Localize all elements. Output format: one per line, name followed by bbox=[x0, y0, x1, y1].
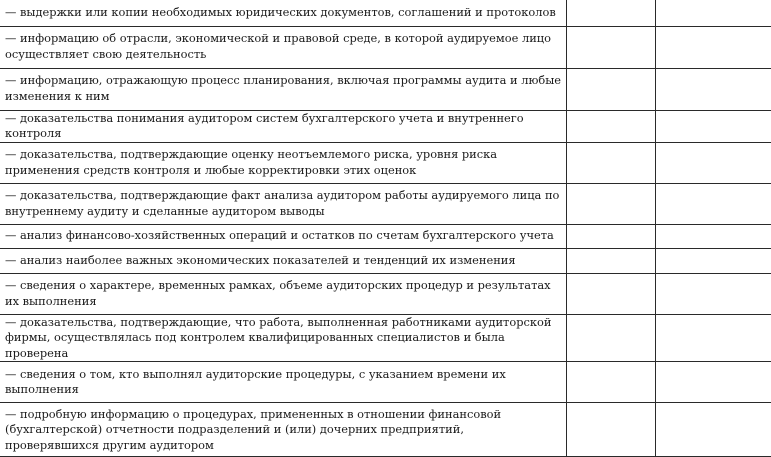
table-row bbox=[0, 110, 771, 142]
empty-cell bbox=[655, 362, 771, 403]
empty-cell bbox=[655, 142, 771, 183]
table-row bbox=[0, 403, 771, 457]
empty-cell bbox=[655, 68, 771, 110]
row-text: — сведения о характере, временных рамках, объеме аудиторских процедур и результатах их выполнения bbox=[0, 273, 566, 314]
empty-cell bbox=[655, 110, 771, 142]
empty-cell bbox=[655, 273, 771, 314]
row-text: — выдержки или копии необходимых юридических документов, соглашений и протоколов bbox=[0, 0, 566, 26]
row-text: — анализ финансово-хозяйственных операций и остатков по счетам бухгалтерского учета bbox=[0, 224, 566, 248]
empty-cell bbox=[655, 403, 771, 457]
table-row bbox=[0, 314, 771, 362]
empty-cell bbox=[566, 362, 655, 403]
empty-cell bbox=[566, 273, 655, 314]
table-row bbox=[0, 68, 771, 110]
row-text: — доказательства понимания аудитором систем бухгалтерского учета и внутреннего контроля bbox=[0, 110, 566, 142]
row-text: — доказательства, подтверждающие факт анализа аудитором работы аудируемого лица по внутреннему аудиту и сделанные аудитором выводы bbox=[0, 183, 566, 224]
row-text: — подробную информацию о процедурах, примененных в отношении финансовой (бухгалтерской) отчетности подразделений и (или) дочерних предприятий, проверявшихся другим аудитором bbox=[0, 403, 566, 457]
row-text: — информацию, отражающую процесс планирования, включая программы аудита и любые изменения к ним bbox=[0, 68, 566, 110]
empty-cell bbox=[566, 248, 655, 273]
table-row bbox=[0, 26, 771, 68]
table-row bbox=[0, 362, 771, 403]
row-text: — доказательства, подтверждающие, что работа, выполненная работниками аудиторской фирмы, осуществлялась под контролем квалифицированных специалистов и была проверена bbox=[0, 314, 566, 362]
table-row bbox=[0, 273, 771, 314]
empty-cell bbox=[566, 314, 655, 362]
empty-cell bbox=[655, 224, 771, 248]
row-text: — сведения о том, кто выполнял аудиторские процедуры, с указанием времени их выполнения bbox=[0, 362, 566, 403]
row-text: — анализ наиболее важных экономических показателей и тенденций их изменения bbox=[0, 248, 566, 273]
empty-cell bbox=[566, 142, 655, 183]
empty-cell bbox=[566, 110, 655, 142]
empty-cell bbox=[655, 248, 771, 273]
empty-cell bbox=[655, 314, 771, 362]
empty-cell bbox=[566, 224, 655, 248]
row-text: — информацию об отрасли, экономической и правовой среде, в которой аудируемое лицо осуществляет свою деятельность bbox=[0, 26, 566, 68]
empty-cell bbox=[655, 183, 771, 224]
empty-cell bbox=[566, 183, 655, 224]
empty-cell bbox=[566, 0, 655, 26]
table-row bbox=[0, 142, 771, 183]
empty-cell bbox=[566, 68, 655, 110]
empty-cell bbox=[566, 26, 655, 68]
table-row bbox=[0, 183, 771, 224]
empty-cell bbox=[655, 0, 771, 26]
row-text: — доказательства, подтверждающие оценку неотъемлемого риска, уровня риска применения средств контроля и любые корректировки этих оценок bbox=[0, 142, 566, 183]
table-row bbox=[0, 248, 771, 273]
table-row bbox=[0, 224, 771, 248]
empty-cell bbox=[566, 403, 655, 457]
table-row bbox=[0, 0, 771, 26]
empty-cell bbox=[655, 26, 771, 68]
